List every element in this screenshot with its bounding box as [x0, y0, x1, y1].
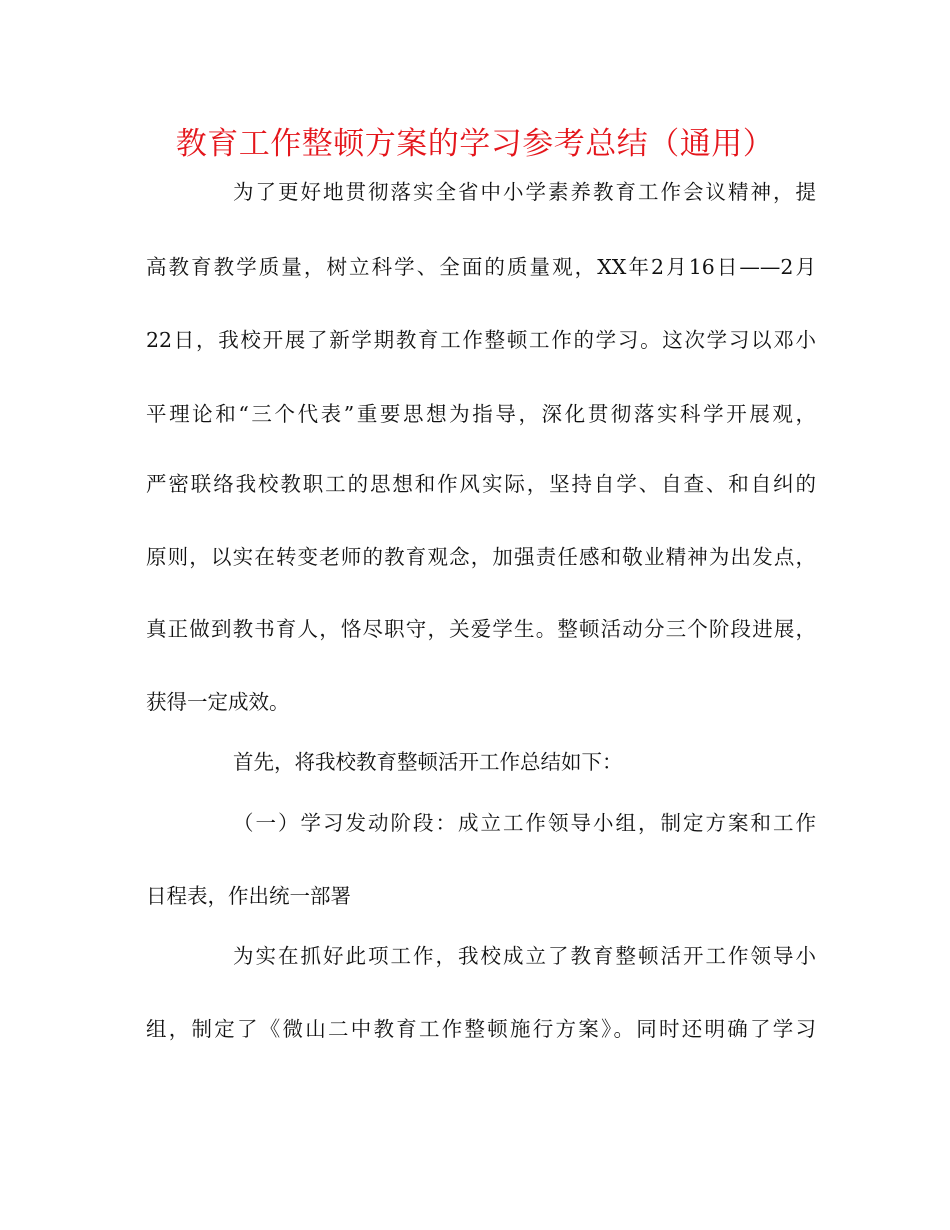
paragraph-line: 严密联络我校教职工的思想和作风实际，坚持自学、自查、和自纠的 [146, 472, 816, 496]
section-heading-line: 日程表，作出统一部署 [146, 884, 351, 908]
paragraph-line: 真正做到教书育人，恪尽职守，关爱学生。整顿活动分三个阶段进展， [146, 617, 816, 641]
section-heading-line: （一）学习发动阶段：成立工作领导小组，制定方案和工作 [233, 811, 816, 835]
paragraph-line: 为了更好地贯彻落实全省中小学素养教育工作会议精神，提 [233, 180, 816, 204]
paragraph-line: 获得一定成效。 [146, 690, 290, 714]
paragraph-line: 22日，我校开展了新学期教育工作整顿工作的学习。这次学习以邓小 [146, 328, 816, 352]
paragraph-line: 为实在抓好此项工作，我校成立了教育整顿活开工作领导小 [233, 944, 816, 968]
paragraph-line: 高教育教学质量，树立科学、全面的质量观，XX年2月16日——2月 [146, 255, 816, 279]
paragraph-line: 组，制定了《微山二中教育工作整顿施行方案》。同时还明确了学习 [146, 1017, 816, 1041]
paragraph-line: 首先，将我校教育整顿活开工作总结如下： [233, 750, 623, 774]
paragraph-line: 原则，以实在转变老师的教育观念，加强责任感和敬业精神为出发点， [146, 545, 816, 569]
paragraph-line: 平理论和“三个代表”重要思想为指导，深化贯彻落实科学开展观， [146, 402, 816, 426]
document-title: 教育工作整顿方案的学习参考总结（通用） [175, 126, 775, 162]
